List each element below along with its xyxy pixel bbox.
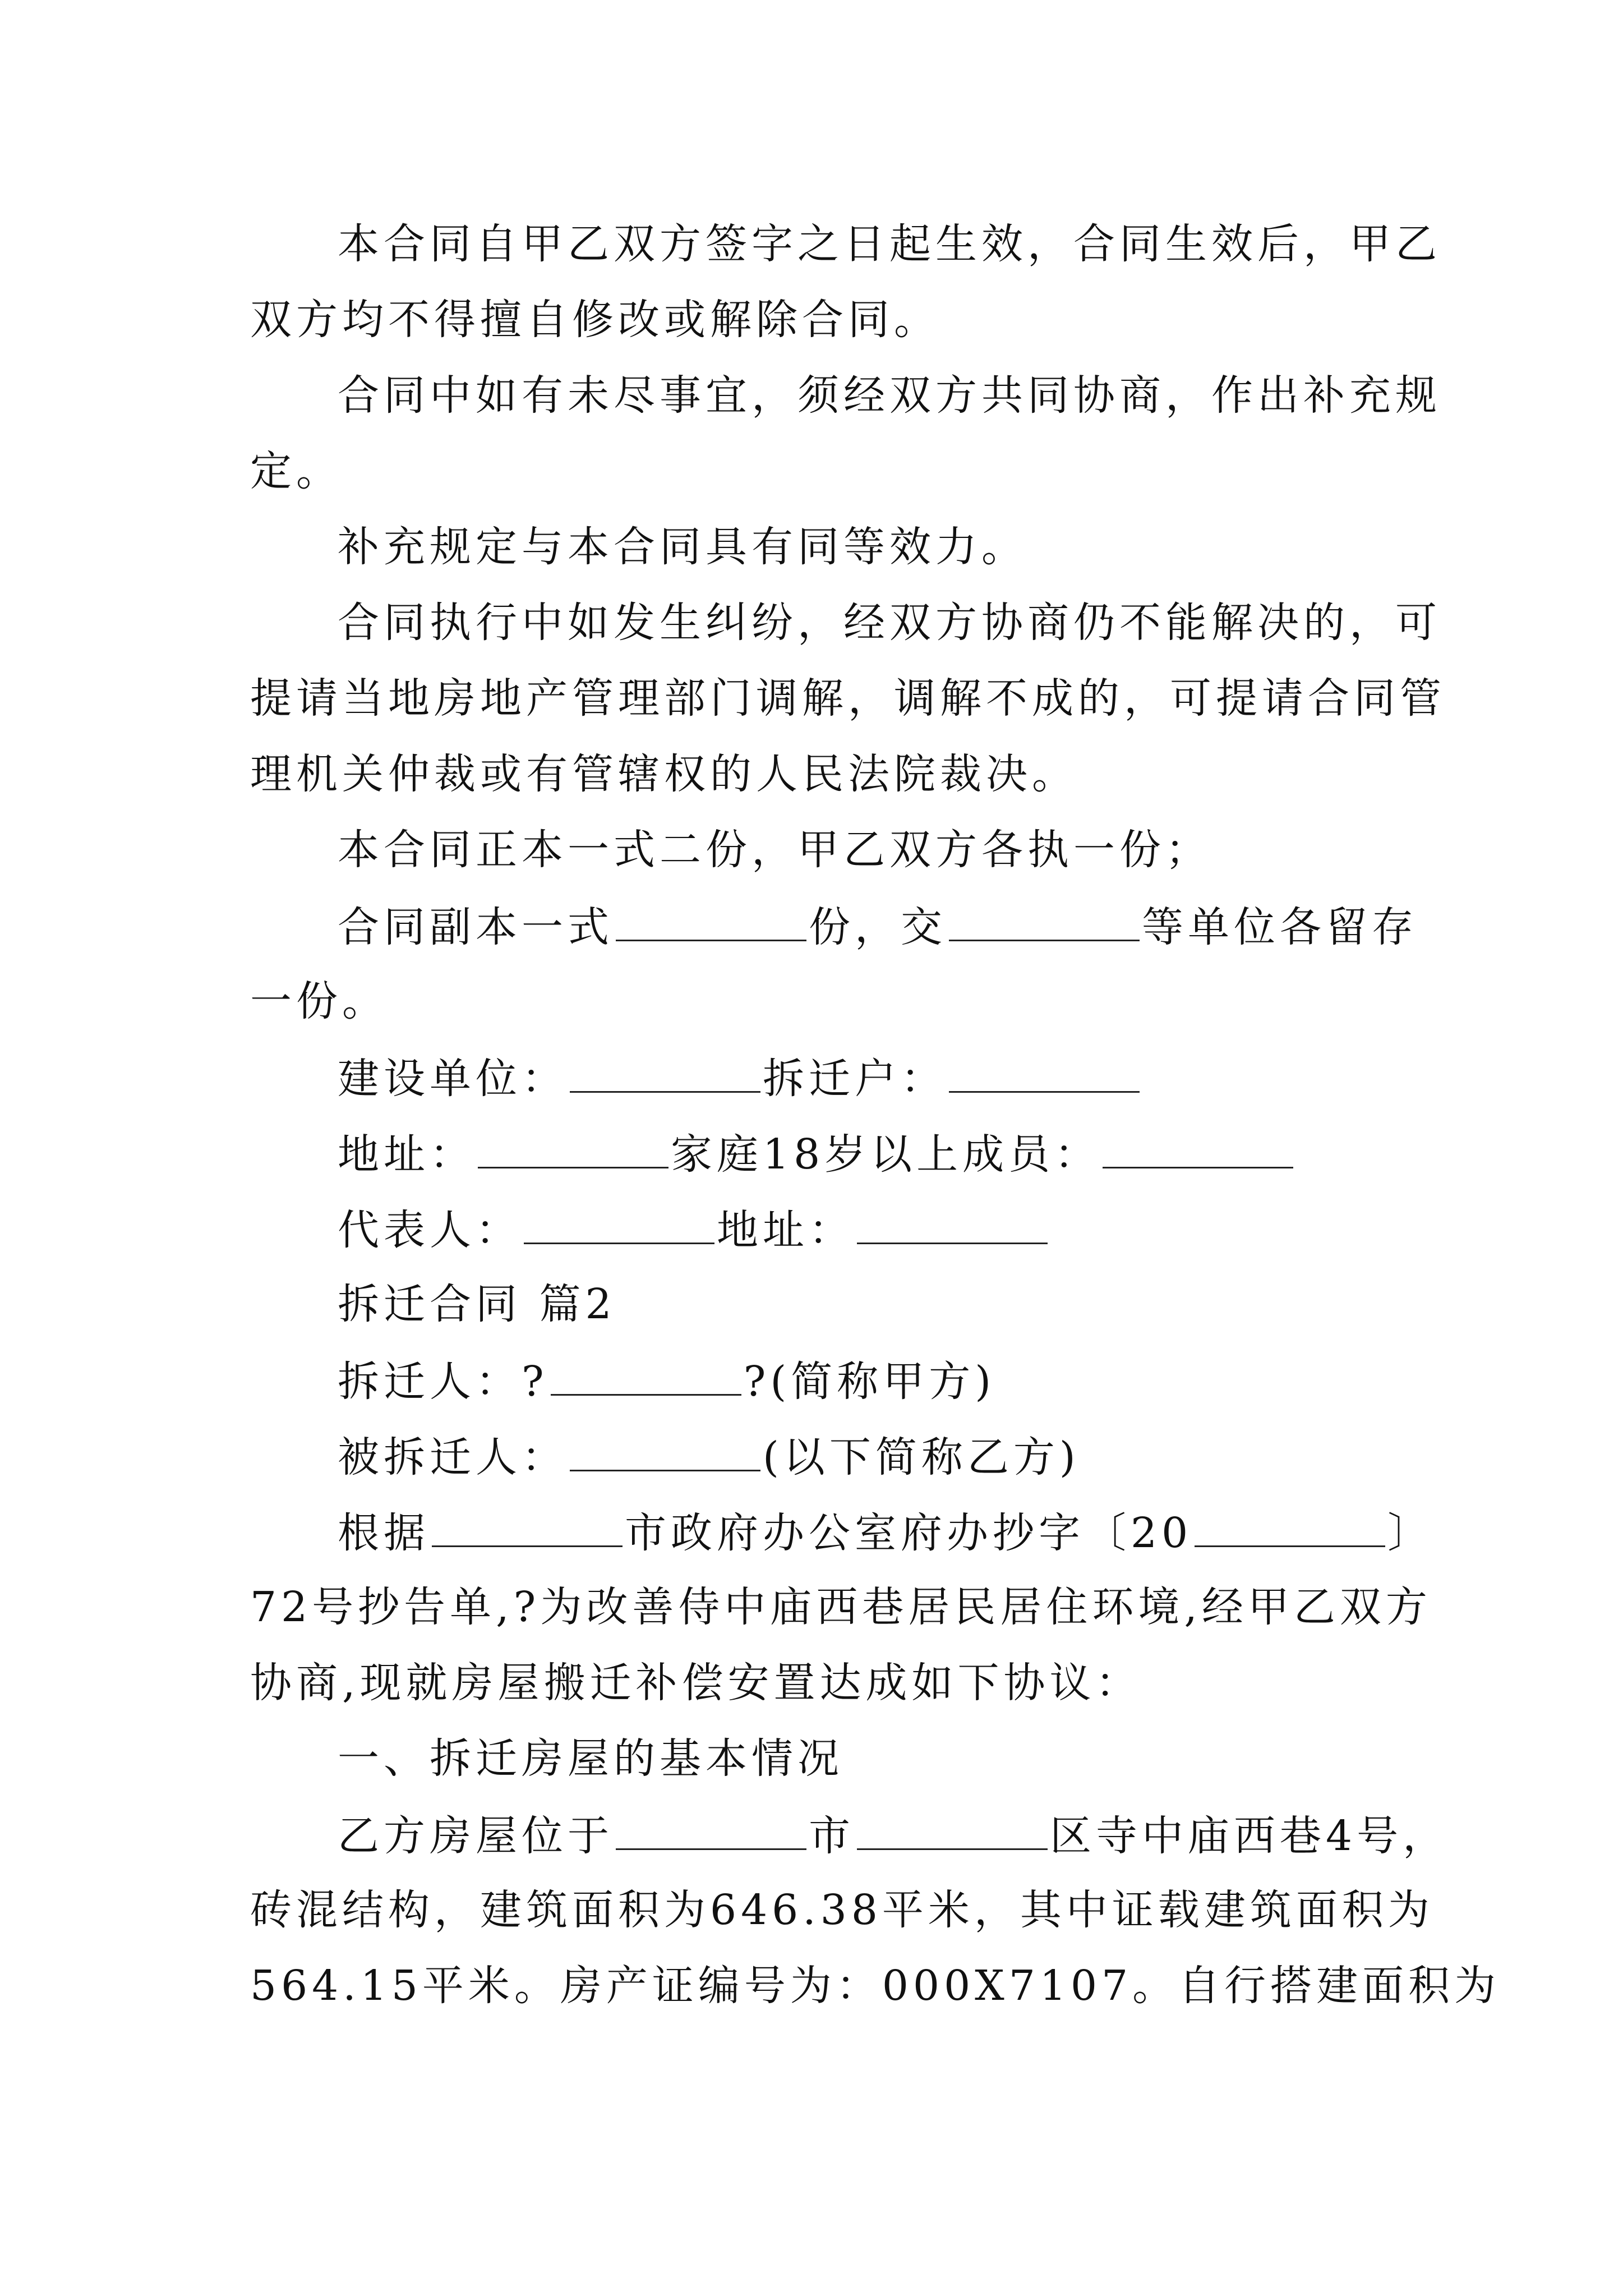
text: 〕 bbox=[1387, 1509, 1434, 1557]
fill-blank[interactable] bbox=[478, 1132, 668, 1168]
text: 补充规定与本合同具有同等效力。 bbox=[338, 523, 1027, 571]
paragraph-dispute-line-3 bbox=[0, 750, 1623, 798]
fill-blank[interactable] bbox=[570, 1435, 760, 1471]
fill-blank[interactable] bbox=[616, 1814, 806, 1850]
text: 72号抄告单,?为改善侍中庙西巷居民居住环境,经甲乙双方 bbox=[250, 1583, 1432, 1631]
text: 等单位各留存 bbox=[1142, 903, 1418, 951]
paragraph-dispute-line-2 bbox=[0, 674, 1623, 723]
text: 家庭18岁以上成员： bbox=[671, 1130, 1101, 1179]
text: 乙方房屋位于 bbox=[338, 1812, 614, 1860]
text: 拆迁合同 篇2 bbox=[338, 1280, 616, 1328]
party-b-line bbox=[0, 1433, 1623, 1481]
signature-representative-line bbox=[0, 1206, 1623, 1254]
text: 根据 bbox=[338, 1509, 430, 1557]
signature-builder-line bbox=[0, 1055, 1623, 1103]
text: 一、拆迁房屋的基本情况 bbox=[338, 1734, 843, 1783]
paragraph-duplicate-copies-line-2 bbox=[0, 977, 1623, 1025]
text: 一份。 bbox=[250, 977, 388, 1025]
paragraph-equal-effect bbox=[0, 523, 1623, 571]
text: 双方均不得擅自修改或解除合同。 bbox=[250, 296, 940, 344]
text: 代表人： bbox=[338, 1206, 522, 1254]
fill-blank[interactable] bbox=[949, 1056, 1140, 1093]
text: 564.15平米。房产证编号为：000X7107。自行搭建面积为 bbox=[250, 1962, 1501, 2010]
paragraph-house-location-line-2 bbox=[0, 1886, 1623, 1934]
text: 本合同正本一式二份，甲乙双方各执一份； bbox=[338, 826, 1211, 874]
paragraph-original-copies bbox=[0, 826, 1623, 874]
paragraph-supplement-line-1 bbox=[0, 371, 1623, 420]
paragraph-basis-line-3 bbox=[0, 1659, 1623, 1707]
text: 地址： bbox=[338, 1130, 476, 1179]
section-heading-basic-info bbox=[0, 1734, 1623, 1783]
text: 拆迁户： bbox=[763, 1055, 947, 1103]
paragraph-duplicate-copies-line-1 bbox=[0, 903, 1623, 951]
text: 市政府办公室府办抄字〔20 bbox=[625, 1509, 1193, 1557]
text: 市 bbox=[809, 1812, 855, 1860]
fill-blank[interactable] bbox=[949, 905, 1140, 941]
text: 份，交 bbox=[809, 903, 947, 951]
text: 被拆迁人： bbox=[338, 1433, 568, 1481]
signature-address-line bbox=[0, 1130, 1623, 1179]
fill-blank[interactable] bbox=[616, 905, 806, 941]
text: 合同执行中如发生纠纷，经双方协商仍不能解决的，可 bbox=[338, 599, 1441, 647]
fill-blank[interactable] bbox=[524, 1208, 714, 1244]
party-a-line bbox=[0, 1358, 1623, 1406]
text: (以下简称乙方) bbox=[763, 1433, 1080, 1481]
fill-blank[interactable] bbox=[432, 1511, 623, 1547]
text: 理机关仲裁或有管辖权的人民法院裁决。 bbox=[250, 750, 1078, 798]
text: 合同副本一式 bbox=[338, 903, 614, 951]
paragraph-basis-line-1 bbox=[0, 1509, 1623, 1557]
fill-blank[interactable] bbox=[1103, 1132, 1293, 1168]
text: 地址： bbox=[717, 1206, 855, 1254]
paragraph-effective-line-1 bbox=[0, 220, 1623, 268]
fill-blank[interactable] bbox=[857, 1208, 1048, 1244]
paragraph-house-location-line-3 bbox=[0, 1962, 1623, 2010]
fill-blank[interactable] bbox=[857, 1814, 1048, 1850]
fill-blank[interactable] bbox=[1195, 1511, 1385, 1547]
section-title bbox=[0, 1280, 1623, 1328]
paragraph-basis-line-2 bbox=[0, 1583, 1623, 1631]
text: 协商,现就房屋搬迁补偿安置达成如下协议： bbox=[250, 1659, 1142, 1707]
text: 合同中如有未尽事宜，须经双方共同协商，作出补充规 bbox=[338, 371, 1441, 420]
paragraph-supplement-line-2 bbox=[0, 447, 1623, 495]
text: 拆迁人：? bbox=[338, 1358, 548, 1406]
text: 定。 bbox=[250, 447, 342, 495]
text: 提请当地房地产管理部门调解，调解不成的，可提请合同管 bbox=[250, 674, 1446, 723]
text: 本合同自甲乙双方签字之日起生效，合同生效后，甲乙 bbox=[338, 220, 1441, 268]
paragraph-effective-line-2 bbox=[0, 296, 1623, 344]
text: 建设单位： bbox=[338, 1055, 568, 1103]
text: ?(简称甲方) bbox=[743, 1358, 996, 1406]
fill-blank[interactable] bbox=[551, 1359, 741, 1396]
paragraph-house-location-line-1 bbox=[0, 1812, 1623, 1860]
paragraph-dispute-line-1 bbox=[0, 599, 1623, 647]
text: 砖混结构，建筑面积为646.38平米，其中证载建筑面积为 bbox=[250, 1886, 1434, 1934]
fill-blank[interactable] bbox=[570, 1056, 760, 1093]
text: 区寺中庙西巷4号， bbox=[1050, 1812, 1449, 1860]
